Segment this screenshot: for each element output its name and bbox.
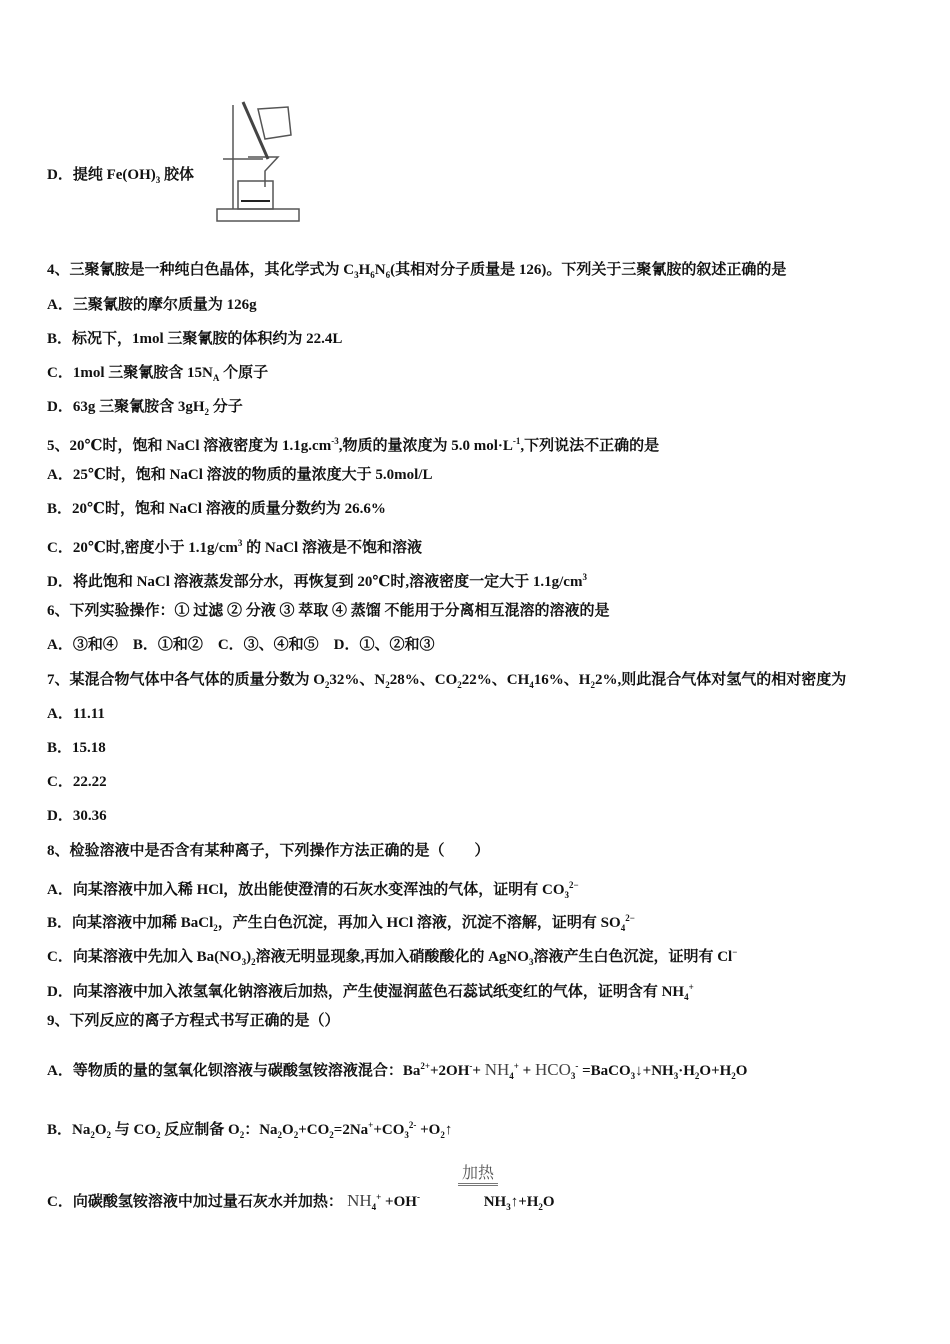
- q4-option-d: [47, 397, 243, 422]
- q7-stem-text: 4: [529, 680, 534, 690]
- q5-option-c: [47, 533, 422, 558]
- q8-option-b-text: B．向某溶液中加稀 BaCl: [47, 915, 214, 931]
- q9-option-a-text: 3: [570, 1071, 576, 1081]
- q4-option-b: [47, 329, 342, 349]
- q9-option-b-text: ：Na: [244, 1122, 278, 1138]
- q9-option-a-text: HCO: [534, 1060, 571, 1079]
- q9-option-a-text: +2OH: [429, 1063, 470, 1079]
- q7-option-c-text: C．22.22: [47, 774, 107, 790]
- q4-option-a: [47, 295, 257, 315]
- q5-stem-text: -3: [331, 436, 339, 446]
- q3-option-d-text: D．提纯 Fe(OH): [47, 167, 156, 183]
- q9-option-a-text: 2+: [420, 1061, 430, 1071]
- q4-stem-text: 4、三聚氰胺是一种纯白色晶体，其化学式为 C: [47, 262, 355, 278]
- q6-stem-text: 6、下列实验操作：① 过滤 ② 分液 ③ 萃取 ④ 蒸馏 不能用于分离相互混溶的溶液的是: [47, 603, 610, 619]
- q9-option-a-text: NH: [484, 1060, 510, 1079]
- q9-option-a-text: 4: [509, 1071, 514, 1081]
- q9-option-a-text: +: [472, 1063, 485, 1079]
- q5-option-d-text: D．将此饱和 NaCl 溶液蒸发部分水，再恢复到 20℃时,溶液密度一定大于 1.1g/cm: [47, 574, 583, 590]
- q7-stem-text: 32%、N: [329, 672, 386, 688]
- q9-option-b: [47, 1115, 452, 1145]
- q4-option-b-text: B．标况下，1mol 三聚氰胺的体积约为 22.4L: [47, 331, 343, 347]
- q7-option-d-text: D．30.36: [47, 808, 107, 824]
- q9-option-c-text: -: [416, 1192, 420, 1202]
- q9-option-a-text: =BaCO: [578, 1063, 631, 1079]
- q7-option-a: [47, 704, 105, 724]
- q5-option-c-text: 的 NaCl 溶液是不饱和溶液: [242, 540, 422, 556]
- q9-option-a-text: ↓+NH: [635, 1063, 674, 1079]
- q7-option-c: [47, 772, 107, 792]
- q8-option-a: [47, 875, 579, 905]
- q9-option-a-text: A．等物质的量的氢氧化钡溶液与碳酸氢铵溶液混合：Ba: [47, 1063, 421, 1079]
- q3-option-d-text: 胶体: [160, 167, 194, 183]
- q8-stem: [47, 841, 490, 861]
- q9-option-a: [47, 1056, 747, 1086]
- q7-option-b-text: B．15.18: [47, 740, 106, 756]
- q9-option-b-text: 2: [106, 1130, 112, 1140]
- q9-option-b-text: +O: [416, 1122, 441, 1138]
- q6-options: [47, 635, 435, 655]
- q9-option-a-text: +: [513, 1061, 519, 1071]
- q8-option-b-text: 4: [620, 923, 626, 933]
- q3-option-d: [47, 165, 194, 190]
- q9-option-a-text: O+H: [699, 1063, 732, 1079]
- q8-option-a-text: 3: [564, 890, 570, 900]
- q5-stem-text: -1: [512, 436, 521, 446]
- q8-option-c-text: 溶液产生白色沉淀，证明有 Cl: [533, 949, 733, 965]
- q4-option-c-text: A: [212, 373, 220, 383]
- q5-option-b-text: B．20℃时，饱和 NaCl 溶液的质量分数约为 26.6%: [47, 501, 386, 517]
- q4-option-a-text: A．三聚氰胺的摩尔质量为 126g: [47, 297, 257, 313]
- q9-option-b-text: 2: [277, 1130, 283, 1140]
- q9-option-b-text: 反应制备 O: [160, 1122, 240, 1138]
- q4-stem-text: 3: [354, 270, 359, 280]
- q9-option-c-text: NH: [342, 1191, 372, 1210]
- q7-stem-text: 28%、CO: [389, 672, 458, 688]
- q4-stem: [47, 260, 786, 285]
- q9-option-c-text: +: [376, 1192, 382, 1202]
- q5-stem: [47, 431, 659, 456]
- q9-option-c-text: 4: [371, 1202, 377, 1212]
- q7-stem-text: 2: [457, 680, 462, 690]
- q5-option-d-text: 3: [582, 572, 587, 582]
- q7-option-d: [47, 806, 107, 826]
- q8-option-c-text: −: [732, 947, 738, 957]
- q9-option-c-text: 3: [506, 1202, 511, 1212]
- q7-stem-text: 2%,则此混合气体对氢气的相对密度为: [594, 672, 847, 688]
- q4-option-c-text: 个原子: [219, 365, 269, 381]
- q8-option-a-text: A．向某溶液中加入稀 HCl，放出能使澄清的石灰水变浑浊的气体，证明有 CO: [47, 882, 565, 898]
- q8-option-d: [47, 977, 694, 1007]
- q4-stem-text: N: [374, 262, 386, 278]
- q9-option-b-text: O: [94, 1122, 107, 1138]
- q4-option-d-text: 分子: [209, 399, 243, 415]
- q9-option-b-text: 2: [329, 1130, 334, 1140]
- q8-option-d-text: 4: [684, 992, 689, 1002]
- q8-option-d-text: D．向某溶液中加入浓氢氧化钠溶液后加热，产生使湿润蓝色石蕊试纸变红的气体，证明含有 NH: [47, 984, 685, 1000]
- q9-option-a-text: ·H: [678, 1063, 695, 1079]
- q9-option-b-text: B．Na: [47, 1122, 91, 1138]
- q9-option-c-text: NH: [419, 1194, 507, 1210]
- q9-stem-text: 9、下列反应的离子方程式书写正确的是（）: [47, 1013, 340, 1029]
- q4-stem-text: H: [358, 262, 371, 278]
- q7-stem-text: 22%、CH: [461, 672, 530, 688]
- q8-option-c-text: 2: [251, 957, 256, 967]
- q9-option-b-text: +: [368, 1120, 374, 1130]
- q8-option-c: [47, 942, 737, 972]
- q9-option-b-text: 2: [440, 1130, 445, 1140]
- q9-option-b-text: 2: [293, 1130, 299, 1140]
- q8-option-c-text: 溶液无明显现象,再加入硝酸酸化的 AgNO: [255, 949, 529, 965]
- q5-option-c-text: C．20℃时,密度小于 1.1g/cm: [47, 540, 238, 556]
- q8-option-d-text: +: [688, 982, 694, 992]
- q9-option-b-text: 2: [156, 1130, 161, 1140]
- q9-option-c-text: 2: [538, 1202, 543, 1212]
- q7-option-a-text: A．11.11: [47, 706, 105, 722]
- q9-option-b-text: =2Na: [333, 1122, 369, 1138]
- q8-option-c-text: C．向某溶液中先加入 Ba(NO: [47, 949, 242, 965]
- q8-option-b-text: 2: [213, 923, 218, 933]
- q9-option-c-text: ↑+H: [510, 1194, 539, 1210]
- q9-option-a-text: O: [735, 1063, 748, 1079]
- q9-option-a-text: 3: [630, 1071, 636, 1081]
- filtration-apparatus-illustration: [213, 97, 308, 225]
- q9-option-b-text: 2: [90, 1130, 95, 1140]
- q5-stem-text: 5、20℃时，饱和 NaCl 溶液密度为 1.1g.cm: [47, 438, 332, 454]
- q9-stem: [47, 1011, 340, 1031]
- q8-option-b-text: 2−: [625, 913, 635, 923]
- q9-option-a-text: -: [575, 1061, 579, 1071]
- q8-stem-text: 8、检验溶液中是否含有某种离子，下列操作方法正确的是（ ）: [47, 843, 490, 859]
- q4-option-c: [47, 363, 268, 388]
- q9-option-a-text: 2: [731, 1071, 736, 1081]
- q9-option-c-text: O: [542, 1194, 555, 1210]
- q9-option-b-text: +CO: [298, 1122, 330, 1138]
- q7-stem-text: 16%、H: [533, 672, 591, 688]
- q4-option-c-text: C．1mol 三聚氰胺含 15N: [47, 365, 213, 381]
- q9-option-b-text: 2-: [408, 1120, 417, 1130]
- q5-stem-text: ,下列说法不正确的是: [520, 438, 660, 454]
- q4-option-d-text: 2: [204, 407, 210, 417]
- q7-stem-text: 2: [324, 680, 330, 690]
- q8-option-c-text: 3: [241, 957, 247, 967]
- q8-option-b: [47, 908, 635, 938]
- q4-option-d-text: D．63g 三聚氰胺含 3gH: [47, 399, 205, 415]
- q6-stem: [47, 601, 610, 621]
- q9-option-a-text: +: [518, 1063, 535, 1079]
- reaction-condition-heat: 加热: [458, 1160, 498, 1186]
- q7-stem-text: 2: [590, 680, 595, 690]
- q5-option-c-text: 3: [237, 538, 243, 548]
- q8-option-a-text: 2−: [569, 880, 579, 890]
- q8-option-c-text: ): [246, 949, 252, 965]
- q5-option-b: [47, 499, 386, 519]
- q5-option-a-text: A．25℃时，饱和 NaCl 溶波的物质的量浓度大于 5.0mol/L: [47, 467, 433, 483]
- q9-option-a-text: -: [469, 1061, 473, 1071]
- q9-option-b-text: ↑: [444, 1122, 453, 1138]
- q9-option-b-text: O: [282, 1122, 294, 1138]
- q9-option-b-text: 与 CO: [111, 1122, 157, 1138]
- q9-option-c-text: +OH: [381, 1194, 417, 1210]
- q7-stem-text: 2: [385, 680, 390, 690]
- q9-option-b-text: 3: [404, 1130, 409, 1140]
- q4-stem-text: 6: [370, 270, 375, 280]
- q9-option-a-text: 3: [673, 1071, 679, 1081]
- q5-stem-text: ,物质的量浓度为 5.0 mol·L: [338, 438, 513, 454]
- q9-option-c-text: C．向碳酸氢铵溶液中加过量石灰水并加热：: [47, 1194, 343, 1210]
- q8-option-b-text: ，产生白色沉淀，再加入 HCl 溶液，沉淀不溶解，证明有 SO: [217, 915, 621, 931]
- q9-option-a-text: 2: [694, 1071, 700, 1081]
- q7-option-b: [47, 738, 106, 758]
- q9-option-b-text: +CO: [373, 1122, 405, 1138]
- q4-stem-text: 6: [385, 270, 391, 280]
- q7-stem: [47, 670, 846, 695]
- q5-option-a: [47, 465, 432, 485]
- q3-option-d-text: 3: [155, 175, 161, 185]
- q6-options-text: A．③和④ B．①和② C．③、④和⑤ D．①、②和③: [47, 637, 435, 653]
- q4-stem-text: (其相对分子质量是 126)。下列关于三聚氰胺的叙述正确的是: [390, 262, 787, 278]
- q7-stem-text: 7、某混合物气体中各气体的质量分数为 O: [47, 672, 325, 688]
- q8-option-c-text: 3: [528, 957, 534, 967]
- q5-option-d: [47, 567, 587, 592]
- q9-option-b-text: 2: [239, 1130, 245, 1140]
- q9-option-c: [47, 1187, 555, 1217]
